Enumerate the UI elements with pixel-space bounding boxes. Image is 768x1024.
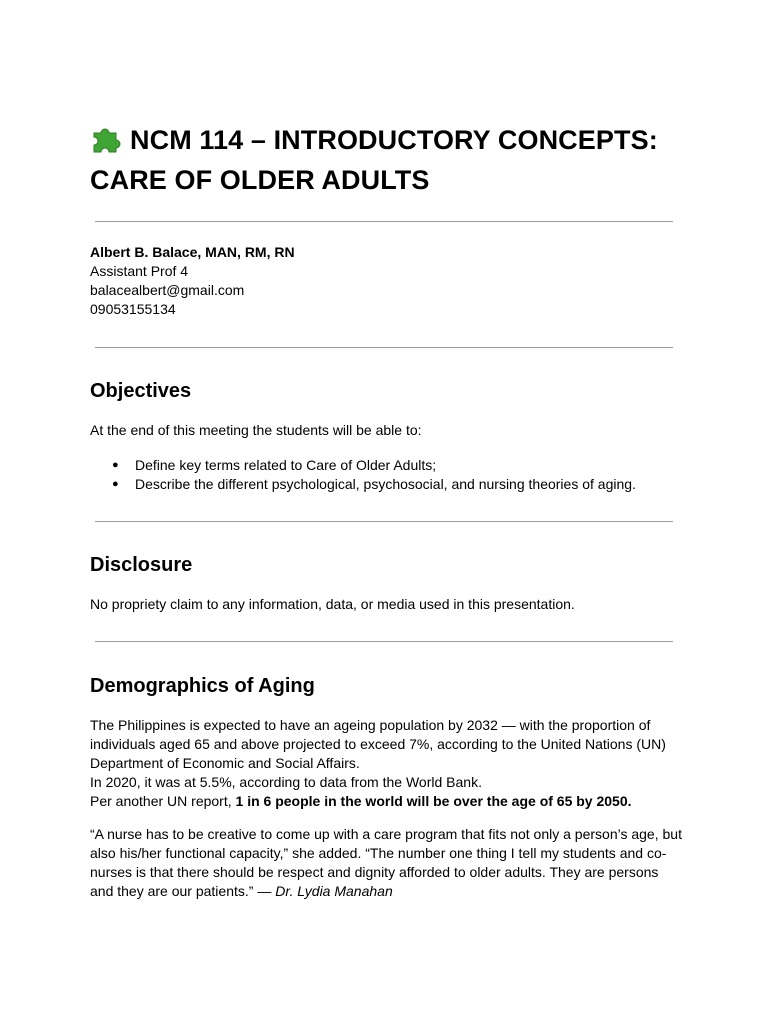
divider: [95, 521, 673, 522]
quote-author: Dr. Lydia Manahan: [275, 883, 393, 899]
disclosure-heading: Disclosure: [90, 554, 193, 576]
demographics-paragraph: [90, 716, 682, 811]
document-title-text: NCM 114 – INTRODUCTORY CONCEPTS: CARE OF OLDER ADULTS: [90, 125, 658, 195]
divider: [95, 347, 673, 348]
author-position: Assistant Prof 4: [90, 263, 189, 279]
author-block: [90, 243, 295, 319]
objectives-heading: Objectives: [90, 380, 192, 402]
objectives-intro: At the end of this meeting the students will be able to:: [90, 422, 422, 438]
divider: [95, 221, 673, 222]
divider: [95, 641, 673, 642]
author-name: Albert B. Balace, MAN, RM, RN: [90, 244, 295, 260]
puzzle-piece-icon: [90, 121, 124, 155]
list-item: ● Describe the different psychological, psychosocial, and nursing theories of aging.: [90, 475, 636, 494]
quote-text: “A nurse has to be creative to come up with a care program that fits not only a person’s age, but also his/her functional capacity,” she added. “The number one thing I tell my students and co-nurses is that there should be respect and dignity afforded to older adults. They are persons and they are our patients.” —: [90, 826, 682, 899]
disclosure-text: No propriety claim to any information, data, or media used in this presentation.: [90, 596, 575, 612]
demographics-line-1: The Philippines is expected to have an ageing population by 2032 — with the proportion of individuals aged 65 and above projected to exceed 7%, according to the United Nations (UN) Department of Economic and Social Affairs.: [90, 717, 666, 771]
title-block: [90, 120, 730, 200]
demographics-line-2: In 2020, it was at 5.5%, according to data from the World Bank.: [90, 774, 482, 790]
author-email: balacealbert@gmail.com: [90, 282, 245, 298]
demographics-line-3-prefix: Per another UN report,: [90, 793, 236, 809]
quote-paragraph: [90, 825, 682, 901]
demographics-line-3: [90, 792, 682, 811]
demographics-line-3-bold: 1 in 6 people in the world will be over the age of 65 by 2050.: [235, 793, 632, 809]
document-title: [90, 120, 730, 200]
demographics-heading: Demographics of Aging: [90, 675, 315, 697]
objectives-list: [90, 456, 636, 494]
author-phone: 09053155134: [90, 301, 176, 317]
list-item: ● Define key terms related to Care of Older Adults;: [90, 456, 636, 475]
